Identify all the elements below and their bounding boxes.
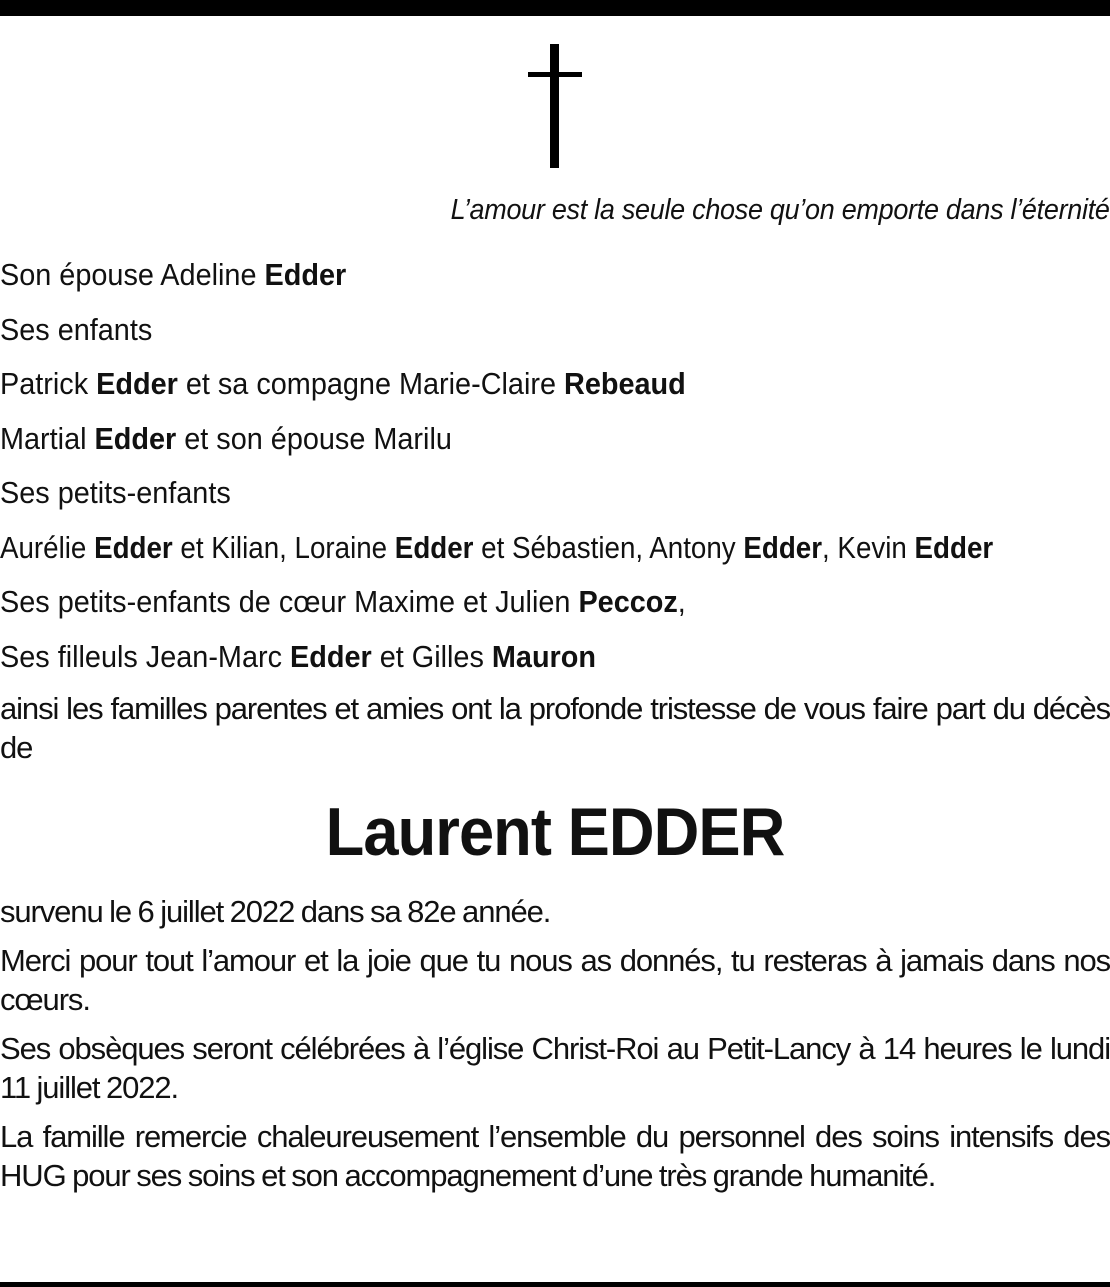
surname: Edder bbox=[914, 529, 994, 565]
line-text: et son épouse Marilu bbox=[176, 420, 452, 456]
surname: Peccoz bbox=[578, 584, 678, 619]
deceased-name: Laurent EDDER bbox=[325, 794, 785, 870]
line-text: Martial bbox=[0, 420, 95, 456]
line-text: Ses petits-enfants bbox=[0, 475, 231, 510]
farewell-message: Merci pour tout l’amour et la joie que tu nous as donnés, tu resteras à jamais dans nos cœurs. bbox=[0, 943, 1110, 1017]
line-text: Ses enfants bbox=[0, 311, 153, 347]
family-line bbox=[0, 253, 1032, 297]
family-line bbox=[0, 308, 1032, 352]
motto-quote: L’amour est la seule chose qu’on emporte dans l’éternité bbox=[450, 194, 1110, 226]
cross-vertical-bar bbox=[550, 44, 559, 168]
surname: Edder bbox=[743, 529, 823, 565]
surname: Edder bbox=[264, 257, 347, 292]
family-line bbox=[0, 417, 1032, 461]
line-text: , bbox=[677, 584, 686, 619]
surname: Edder bbox=[96, 366, 178, 401]
family-line bbox=[0, 580, 1032, 624]
bottom-rule bbox=[0, 1282, 1110, 1287]
family-list bbox=[0, 253, 1110, 777]
date-of-death: survenu le 6 juillet 2022 dans sa 82e année. bbox=[0, 894, 551, 929]
top-rule bbox=[0, 0, 1110, 16]
acknowledgement: La famille remercie chaleureusement l’ensemble du personnel des soins intensifs des HUG pour ses soins et son accompagnement d’une très grande humanité. bbox=[0, 1119, 1110, 1193]
line-text: et sa compagne Marie-Claire bbox=[177, 366, 565, 401]
family-line bbox=[0, 362, 1032, 406]
line-text: , Kevin bbox=[822, 529, 915, 565]
line-text: et Kilian, Loraine bbox=[172, 529, 395, 565]
line-text: Ses petits-enfants de cœur Maxime et Julien bbox=[0, 584, 579, 619]
line-text: Aurélie bbox=[0, 529, 95, 565]
line-text: Ses filleuls Jean-Marc bbox=[0, 638, 291, 674]
surname: Edder bbox=[290, 638, 372, 674]
surname: Rebeaud bbox=[564, 366, 686, 401]
line-text: et Sébastien, Antony bbox=[473, 529, 744, 565]
surname: Mauron bbox=[491, 638, 596, 674]
family-line bbox=[0, 526, 993, 570]
line-text: Son épouse Adeline bbox=[0, 257, 265, 292]
family-line bbox=[0, 471, 1032, 515]
line-text: et Gilles bbox=[371, 638, 492, 674]
cross-icon bbox=[528, 44, 582, 168]
announcement-text: ainsi les familles parentes et amies ont la profonde tristesse de vous faire part du décès de bbox=[0, 691, 1110, 765]
closing-section bbox=[0, 892, 1110, 1205]
surname: Edder bbox=[94, 529, 173, 565]
cross-horizontal-bar bbox=[528, 72, 582, 77]
surname: Edder bbox=[94, 420, 177, 456]
funeral-details: Ses obsèques seront célébrées à l’église Christ-Roi au Petit-Lancy à 14 heures le lundi 11 juillet 2022. bbox=[0, 1031, 1110, 1105]
family-line bbox=[0, 635, 1032, 679]
line-text: Patrick bbox=[0, 366, 97, 401]
surname: Edder bbox=[394, 529, 474, 565]
